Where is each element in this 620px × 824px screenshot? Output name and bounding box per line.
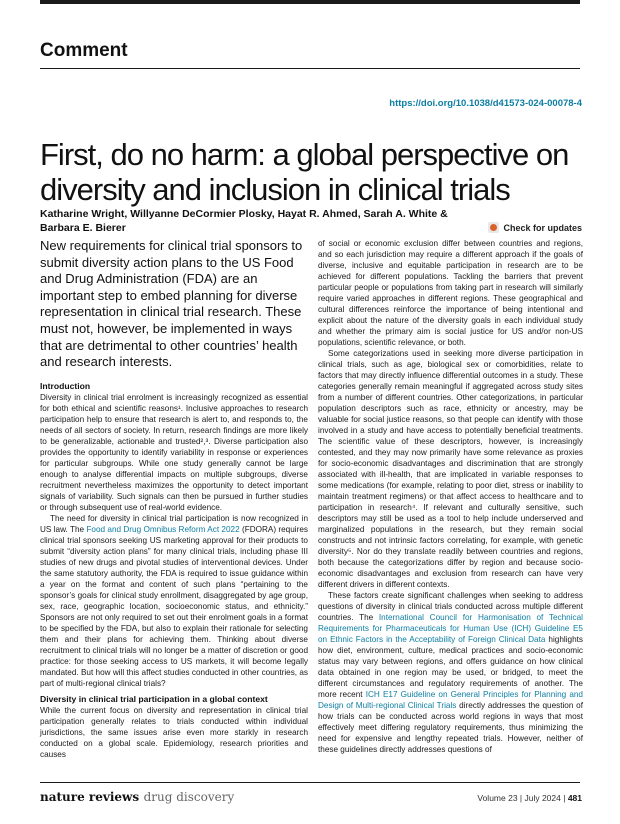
fdora-link[interactable]: Food and Drug Omnibus Reform Act 2022: [86, 524, 240, 534]
section-label: Comment: [40, 40, 128, 61]
brand-strong: nature reviews: [40, 790, 140, 804]
article-title: First, do no harm: a global perspective on diversity and inclusion in clinical trials: [40, 136, 569, 207]
top-rule: [40, 0, 580, 4]
ich-e17-link[interactable]: ICH E17 Guideline on General Principles for Planning and Design of Multi-regional Clinical Trials: [318, 690, 583, 710]
brand-light: drug discovery: [143, 790, 235, 804]
right-paragraph-3: These factors create significant challenges when seeking to address questions of diversity in clinical trials conducted across multiple different countries. The International Council for Harmonisation of Technical Requirements for Pharmaceuticals for Human Use (ICH) Guideline E5 on Ethnic Factors in the Acceptability of Foreign Clinical Data highlights how diet, environment, culture, medical practices and socio-economic status may vary between regions, and offers guidance on how clinical data obtained in one region may be used, or bridged, to meet the different circumstances and regulatory requirements of another. The more recent ICH E17 Guideline on General Principles for Planning and Design of Multi-regional Clinical Trials directly addresses the question of how trials can be conducted across world regions in ways that most effectively meet differing regulatory requirements, thus minimizing the need for expensive and lengthy repeated trials. However, neither of these guidelines directly addresses questions of: [318, 591, 584, 754]
check-for-updates-label: Check for updates: [503, 222, 582, 233]
standfirst: New requirements for clinical trial sponsors to submit diversity action plans to the US Food and Drug Administration (FDA) are an important step to embed planning for diverse representation in clinical trial research. These must not, however, be implemented in ways that are detrimental to other countries’ health and research interests.: [40, 238, 303, 370]
right-paragraph-1: of social or economic exclusion differ between countries and regions, and so each jurisdiction may require a different approach if the goals of diverse, inclusive and equitable participation in research are to be achieved for different populations. Tackling the barriers that prevent particular people or populations from taking part in research will similarly require varied approaches in different regions. These geographical and cultural differences reinforce the importance of being intentional and explicit about the nature of the diversity goals in each individual study and whether the primary aim is social justice for US and/or non-US populations, scientific relevance, or both.: [318, 239, 583, 347]
left-column: [40, 238, 308, 760]
intro-paragraph-1: Diversity in clinical trial enrolment is increasingly recognized as essential for both ethical and scientific reasons¹. Inclusive approaches to research participation help to ensure that research is alert to, and responds to, the needs of all sectors of society. In return, research findings are more likely to be generalizable, actionable and trusted²,³. Diverse participation also provides the opportunity to identify variability in response or experiences for particular subgroups. While one study generally cannot be large enough to analyse differential impacts on multiple subgroups, diverse recruitment nevertheless maximizes the opportunity to detect important signals of variability. Such signals can then be pursued in further studies or through subsequent use of real-world evidence.: [40, 392, 308, 512]
check-for-updates-button[interactable]: [488, 222, 582, 233]
author-list: Katharine Wright, Willyanne DeCormier Plosky, Hayat R. Ahmed, Sarah A. White & Barbara E. Bierer: [40, 208, 448, 234]
intro-heading: Introduction: [40, 380, 91, 391]
page-number: 481: [567, 793, 582, 803]
ich-e5-link[interactable]: International Council for Harmonisation of Technical Requirements for Pharmaceuticals for Human Use (ICH) Guideline E5 on Ethnic Factors in the Acceptability of Foreign Clinical Data: [318, 613, 583, 644]
global-heading: Diversity in clinical trial participation in a global context: [40, 693, 268, 704]
right-paragraph-2: Some categorizations used in seeking more diverse participation in clinical trials, such as age, biological sex or comorbidities, relate to factors that may directly influence differential outcomes in a study. These categories generally remain meaningful if aggregated across study sites from a number of different countries. Other categorizations, in particular population descriptors such as race, ethnicity or ancestry, may be valuable for social justice reasons, so that people can identify with those involved in a study and have access to potentially beneficial treatments. The scientific value of these descriptors, however, is increasingly contested, and they may now primarily have some relevance as proxies for socio-economic disadvantages and discrimination that are strongly associated with ill-health, that are implicated in variable responses to some medications (for example, relating to poor diet, stress or inability to maintain treatment regimens) or that affect access to healthcare and to participation in research⁴. If relevant and culturally sensitive, such descriptors may still be used as a tool to help include underserved and marginalized populations in the research, but they remain social constructs and not intrinsic factors correlating, for example, with genetic diversity⁵. Nor do they translate readily between countries and regions, both because the categorizations differ by region and because socio-economic disadvantages and exclusion from research can have very different drivers in different contexts.: [318, 349, 583, 589]
global-paragraph-1: While the current focus on diversity and representation in clinical trial participation generally relates to trials conducted within individual jurisdictions, the same issues arise even more starkly in research conducted on a global scale. Epidemiology, research priorities and causes: [40, 705, 308, 759]
issue-info: Volume 23 | July 2024 | 481: [477, 793, 582, 803]
page-footer: [40, 788, 582, 802]
intro-paragraph-2: The need for diversity in clinical trial participation is now recognized in US law. The Food and Drug Omnibus Reform Act 2022 (FDORA) requires clinical trial sponsors seeking US marketing approval for their products to submit “diversity action plans” for many clinical trials, including phase III studies of new drugs and pivotal studies of interventional devices. Under the same statutory authority, the FDA is required to issue guidance within a year on the format and content of such plans “pertaining to the sponsor’s goals for clinical study enrollment, disaggregated by age group, sex, race, geographic location, socioeconomic status, and ethnicity.” Sponsors are not only required to set out their enrolment goals in a format to be specified by the FDA, but also to explain their rationale for selecting them and their plans for achieving them. Thinking about diverse recruitment to clinical trials will no longer be a matter of discretion or good practice: for those seeking access to US markets, it will become legally mandated. But how will this affect studies conducted in other countries, as part of multi-regional clinical trials?: [40, 513, 308, 688]
footer-rule: [40, 782, 580, 783]
issue-label: Volume 23 | July 2024: [477, 793, 561, 803]
right-column: [318, 238, 583, 755]
crossmark-icon: [488, 222, 499, 233]
section-rule: [40, 68, 580, 69]
doi-link[interactable]: https://doi.org/10.1038/d41573-024-00078-4: [389, 98, 582, 109]
journal-brand: [40, 788, 234, 806]
